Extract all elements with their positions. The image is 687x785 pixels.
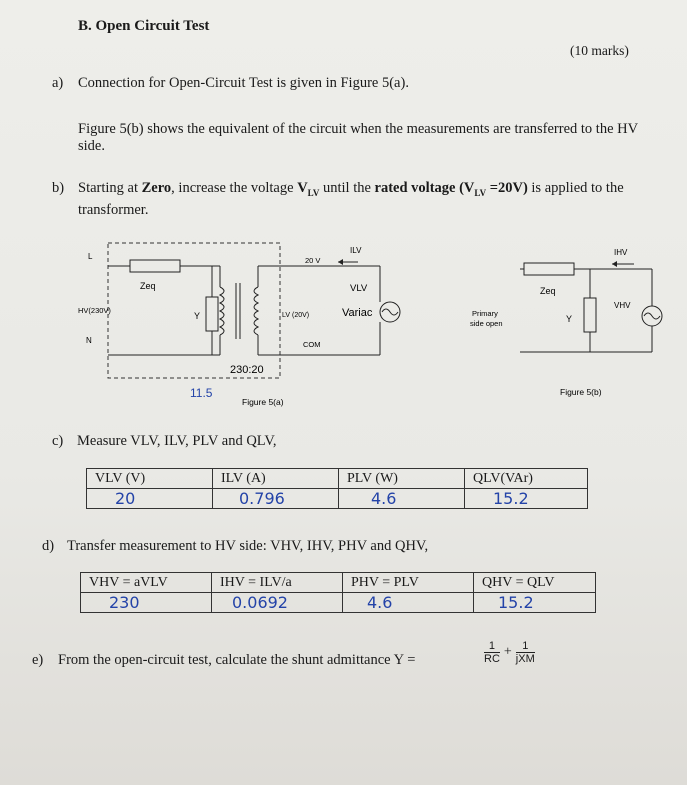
question-e-label: e) [32, 652, 44, 668]
question-d-text: Transfer measurement to HV side: VHV, IHV, PHV and QHV, [67, 538, 429, 554]
lv-value-v: 20 [87, 489, 213, 509]
hv-header-q: QHV = QLV [474, 573, 596, 593]
fig-a-variac-label: Variac [342, 307, 373, 319]
question-c-label: c) [52, 433, 64, 449]
section-title: B. Open Circuit Test [78, 18, 210, 34]
admittance-formula: $\frac{1}{RC}$ + $\frac{1}{\text{jXM}}$ [484, 640, 535, 665]
hv-value-v: 230 [81, 593, 212, 613]
hv-header-v: VHV = aVLV [81, 573, 212, 593]
question-d-label: d) [42, 538, 55, 554]
fig-a-secondary-coil [254, 287, 258, 335]
fig-b-vhv-label: VHV [614, 301, 631, 310]
fig-b-zeq-box [524, 263, 574, 275]
fig-b-y-label: Y [566, 314, 573, 324]
lv-header-p: PLV (W) [339, 469, 465, 489]
lv-value-q: 15.2 [465, 489, 588, 509]
fig-b-zeq-label: Zeq [540, 286, 556, 296]
question-a-label: a) [52, 75, 64, 91]
fig-a-lv-label: LV (20V) [282, 312, 310, 319]
fig-a-hv-label: HV(230V) [78, 306, 111, 315]
hv-value-i: 0.0692 [212, 593, 343, 613]
fig-a-L-label: L [88, 252, 93, 261]
fig-a-zeq-label: Zeq [140, 281, 156, 291]
fig-a-y-label: Y [194, 311, 201, 321]
marks-label: (10 marks) [570, 43, 629, 58]
fig-a-ratio-label: 230:20 [230, 364, 264, 376]
fig-a-hand-note: 11.5 [190, 386, 213, 400]
figure-5b-circuit [462, 240, 677, 400]
fraction-rc: $\frac{1}{RC}$ [484, 640, 500, 665]
question-b-label: b) [52, 180, 65, 196]
fig-a-com-label: COM [303, 340, 321, 349]
fig-a-zeq-box [130, 260, 180, 272]
lv-value-i: 0.796 [213, 489, 339, 509]
fig-b-primary-label: Primary [472, 309, 498, 318]
hv-header-p: PHV = PLV [343, 573, 474, 593]
lv-header-i: ILV (A) [213, 469, 339, 489]
fig-a-primary-coil [220, 287, 224, 335]
fig-a-caption: Figure 5(a) [242, 397, 284, 407]
fig-a-y-box [206, 297, 218, 331]
question-e-text: From the open-circuit test, calculate the shunt admittance Y = [58, 652, 416, 668]
fig-b-side-open-label: side open [470, 319, 503, 328]
fraction-xm: $\frac{1}{\text{jXM}}$ [515, 640, 535, 665]
question-a-note: Figure 5(b) shows the equivalent of the circuit when the measurements are transferred to the HV side. [78, 121, 638, 154]
fig-a-ilv-label: ILV [350, 246, 362, 255]
hv-value-p: 4.6 [343, 593, 474, 613]
lv-value-p: 4.6 [339, 489, 465, 509]
hv-value-q: 15.2 [474, 593, 596, 613]
question-a-text: Connection for Open-Circuit Test is given in Figure 5(a). [78, 75, 409, 91]
figure-5a-circuit [60, 235, 420, 410]
fig-a-20v-label: 20 V [305, 256, 321, 265]
hv-header-i: IHV = ILV/a [212, 573, 343, 593]
fig-a-vlv-label: VLV [350, 283, 368, 294]
lv-measurement-table [86, 468, 588, 509]
fig-a-N-label: N [86, 336, 92, 345]
question-c-text: Measure VLV, ILV, PLV and QLV, [77, 433, 277, 449]
lv-header-v: VLV (V) [87, 469, 213, 489]
fig-b-caption: Figure 5(b) [560, 387, 602, 397]
hv-measurement-table [80, 572, 596, 613]
fig-b-ihv-label: IHV [614, 248, 628, 257]
lv-header-q: QLV(VAr) [465, 469, 588, 489]
question-b-text: Starting at Zero, increase the voltage $V_{LV}$ until the rated voltage $(V_{LV} =20V)$ is applied to the transformer. [78, 180, 624, 218]
fig-b-y-box [584, 298, 596, 332]
